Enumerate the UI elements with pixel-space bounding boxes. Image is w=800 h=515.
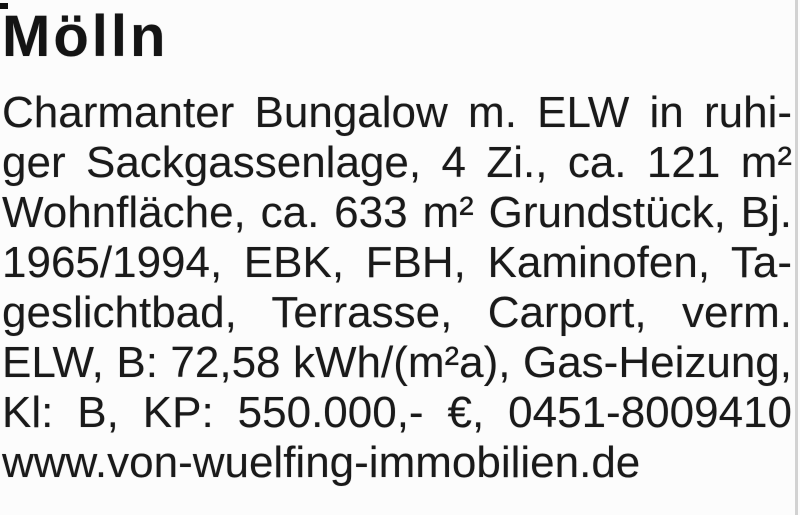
- ad-website-line: www.von-wuelfing-immobilien.de: [2, 438, 641, 487]
- ad-text-line-6: ELW, B: 72,58 kWh/(m²a), Gas-Heizung,: [2, 338, 792, 387]
- classified-ad: [2, 0, 792, 488]
- ad-body-text: [2, 88, 792, 488]
- ad-text-line-2: ger Sackgassenlage, 4 Zi., ca. 121 m²: [2, 138, 792, 187]
- ad-text-line-7: Kl: B, KP: 550.000,- €, 0451-8009410: [2, 388, 792, 437]
- ad-text-line-5: geslichtbad, Terrasse, Carport, verm.: [2, 288, 792, 337]
- newspaper-column-rule: [795, 0, 798, 515]
- ad-text-line-4: 1965/1994, EBK, FBH, Kaminofen, Ta-: [2, 238, 792, 287]
- ad-location-title: Mölln: [2, 4, 169, 69]
- ad-text-line-3: Wohnfläche, ca. 633 m² Grundstück, Bj.: [2, 188, 792, 237]
- ad-text-line-1: Charmanter Bungalow m. ELW in ruhi-: [2, 88, 792, 137]
